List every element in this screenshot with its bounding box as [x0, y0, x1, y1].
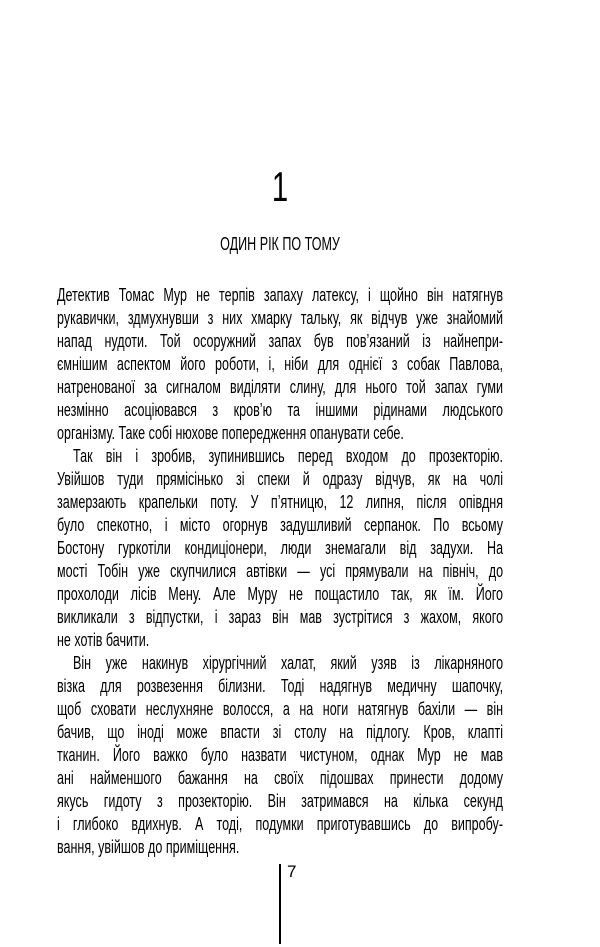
text-line: було спекотно, і місто огорнув задушливий серпанок. По всьому	[57, 515, 504, 535]
page-number: 7	[287, 862, 297, 881]
text-line: Детектив Томас Мур не терпів запаху латексу, і щойно він натягнув	[57, 285, 504, 305]
text-line: незмінно асоціювався з кров’ю та іншими рідинами людського	[57, 400, 504, 420]
text-line: тканин. Його важко було назвати чистуном, однак Мур не мав	[57, 745, 504, 765]
chapter-number: 1	[271, 163, 289, 210]
text-line: рукавички, здмухнувши з них хмарку тальку, як відчув уже знайомий	[57, 308, 504, 328]
text-line: організму. Таке собі нюхове попередження опанувати себе.	[57, 423, 404, 443]
text-line: Увійшов туди прямісінько зі спеки й одразу відчув, як на чолі	[57, 469, 504, 489]
text-line: вання, увійшов до приміщення.	[57, 837, 240, 857]
text-line: натренованої за сигналом виділяти слину, для нього той запах гуми	[57, 377, 504, 397]
text-line: Так він і зробив, зупинившись перед входом до прозекторію.	[73, 446, 504, 466]
text-line: бачив, що іноді може впасти зі столу на підлогу. Кров, клапті	[57, 722, 503, 742]
text-line: якусь гидоту з прозекторію. Він затримався на кілька секунд	[57, 791, 504, 811]
text-line: мості Тобін уже скупчилися автівки — усі прямували на північ, до	[57, 561, 504, 581]
text-line: Бостону гуркотіли кондиціонери, люди знемагали від задухи. На	[57, 538, 504, 558]
text-line: напад нудоти. Той осоружний запах був пов’язаний із найнепри-	[57, 331, 504, 351]
body-text	[57, 284, 503, 859]
text-line: і глибоко вдихнув. А тоді, подумки приготувавшись до випробу-	[57, 814, 504, 834]
chapter-title: ОДИН РІК ПО ТОМУ	[220, 234, 340, 254]
text-line: прохолоди лісів Мену. Але Муру не пощастило так, як їм. Його	[57, 584, 503, 604]
text-line: щоб сховати неслухняне волосся, а на ноги натягнув бахіли — він	[57, 699, 504, 719]
text-line: візка для розвезення білизни. Тоді надягнув медичну шапочку,	[57, 676, 504, 696]
text-line: Він уже накинув хірургічний халат, який узяв із лікарняного	[73, 653, 504, 673]
text-line: ані найменшого бажання на своїх підошвах принести додому	[57, 768, 504, 788]
text-line: не хотів бачити.	[57, 630, 150, 650]
text-line: замерзають крапельки поту. У п’ятницю, 12 липня, після опівдня	[57, 492, 504, 512]
text-line: викликали з відпустки, і зараз він мав зустрітися з жахом, якого	[57, 607, 504, 627]
page-gutter-line	[279, 864, 281, 944]
text-line: ємнішим аспектом його роботи, і, ніби для однієї з собак Павлова,	[57, 354, 503, 374]
